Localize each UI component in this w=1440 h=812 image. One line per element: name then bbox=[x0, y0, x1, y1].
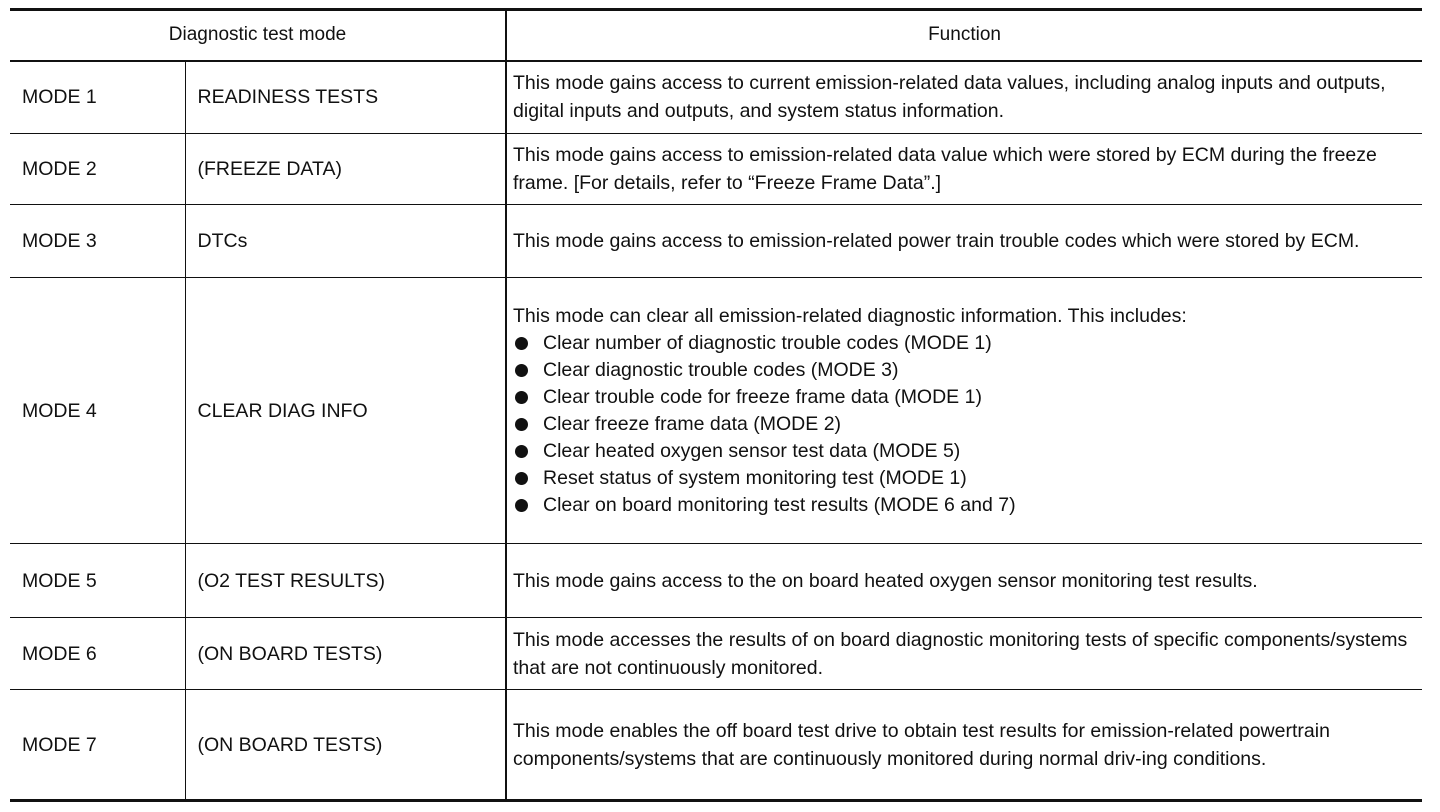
clear-items-list bbox=[513, 330, 1412, 519]
function-cell: This mode gains access to the on board heated oxygen sensor monitoring test results. bbox=[506, 544, 1422, 618]
table-row bbox=[10, 277, 1422, 544]
list-item bbox=[513, 411, 1412, 438]
table-row bbox=[10, 690, 1422, 801]
diagnostic-mode-table bbox=[10, 8, 1422, 802]
table-row bbox=[10, 204, 1422, 277]
mode-name-cell: READINESS TESTS bbox=[185, 61, 506, 134]
table-row bbox=[10, 134, 1422, 205]
bullet-icon bbox=[515, 391, 528, 404]
mode-name-cell: DTCs bbox=[185, 204, 506, 277]
bullet-icon bbox=[515, 364, 528, 377]
list-item-text: Clear number of diagnostic trouble codes (MODE 1) bbox=[543, 332, 992, 355]
mode-name-cell: (FREEZE DATA) bbox=[185, 134, 506, 205]
mode-cell: MODE 4 bbox=[10, 277, 185, 544]
list-item-text: Clear freeze frame data (MODE 2) bbox=[543, 413, 842, 436]
list-item bbox=[513, 492, 1412, 519]
table-row bbox=[10, 618, 1422, 690]
list-item bbox=[513, 357, 1412, 384]
function-cell: This mode gains access to emission-related power train trouble codes which were stored by ECM. bbox=[506, 204, 1422, 277]
bullet-icon bbox=[515, 472, 528, 485]
list-item-text: Clear heated oxygen sensor test data (MODE 5) bbox=[543, 440, 961, 463]
function-cell: This mode gains access to current emission-related data values, including analog inputs and outputs, digital inputs and outputs, and system status information. bbox=[506, 61, 1422, 134]
list-item bbox=[513, 384, 1412, 411]
function-cell bbox=[506, 277, 1422, 544]
list-item-text: Clear diagnostic trouble codes (MODE 3) bbox=[543, 359, 899, 382]
bullet-icon bbox=[515, 499, 528, 512]
list-item-text: Clear trouble code for freeze frame data (MODE 1) bbox=[543, 386, 982, 409]
list-item-text: Clear on board monitoring test results (MODE 6 and 7) bbox=[543, 494, 1016, 517]
list-item bbox=[513, 330, 1412, 357]
function-cell: This mode accesses the results of on board diagnostic monitoring tests of specific components/systems that are not continuously monitored. bbox=[506, 618, 1422, 690]
mode-name-cell: (ON BOARD TESTS) bbox=[185, 618, 506, 690]
mode-cell: MODE 1 bbox=[10, 61, 185, 134]
mode-cell: MODE 7 bbox=[10, 690, 185, 801]
mode-name-cell: (ON BOARD TESTS) bbox=[185, 690, 506, 801]
table-row bbox=[10, 61, 1422, 134]
mode-name-cell: CLEAR DIAG INFO bbox=[185, 277, 506, 544]
mode-cell: MODE 6 bbox=[10, 618, 185, 690]
bullet-icon bbox=[515, 445, 528, 458]
table-header-row bbox=[10, 10, 1422, 61]
mode-name-cell: (O2 TEST RESULTS) bbox=[185, 544, 506, 618]
header-diagnostic-test-mode: Diagnostic test mode bbox=[10, 10, 506, 61]
list-item bbox=[513, 465, 1412, 492]
mode-cell: MODE 2 bbox=[10, 134, 185, 205]
function-cell: This mode enables the off board test drive to obtain test results for emission-related powertrain components/systems that are continuously monitored during normal driv-ing conditions. bbox=[506, 690, 1422, 801]
list-item-text: Reset status of system monitoring test (MODE 1) bbox=[543, 467, 967, 490]
mode-cell: MODE 5 bbox=[10, 544, 185, 618]
function-intro-text: This mode can clear all emission-related diagnostic information. This includes: bbox=[513, 305, 1187, 328]
bullet-icon bbox=[515, 418, 528, 431]
function-cell: This mode gains access to emission-related data value which were stored by ECM during the freeze frame. [For details, refer to “Freeze Frame Data”.] bbox=[506, 134, 1422, 205]
header-function: Function bbox=[506, 10, 1422, 61]
table-row bbox=[10, 544, 1422, 618]
mode-cell: MODE 3 bbox=[10, 204, 185, 277]
bullet-icon bbox=[515, 337, 528, 350]
list-item bbox=[513, 438, 1412, 465]
